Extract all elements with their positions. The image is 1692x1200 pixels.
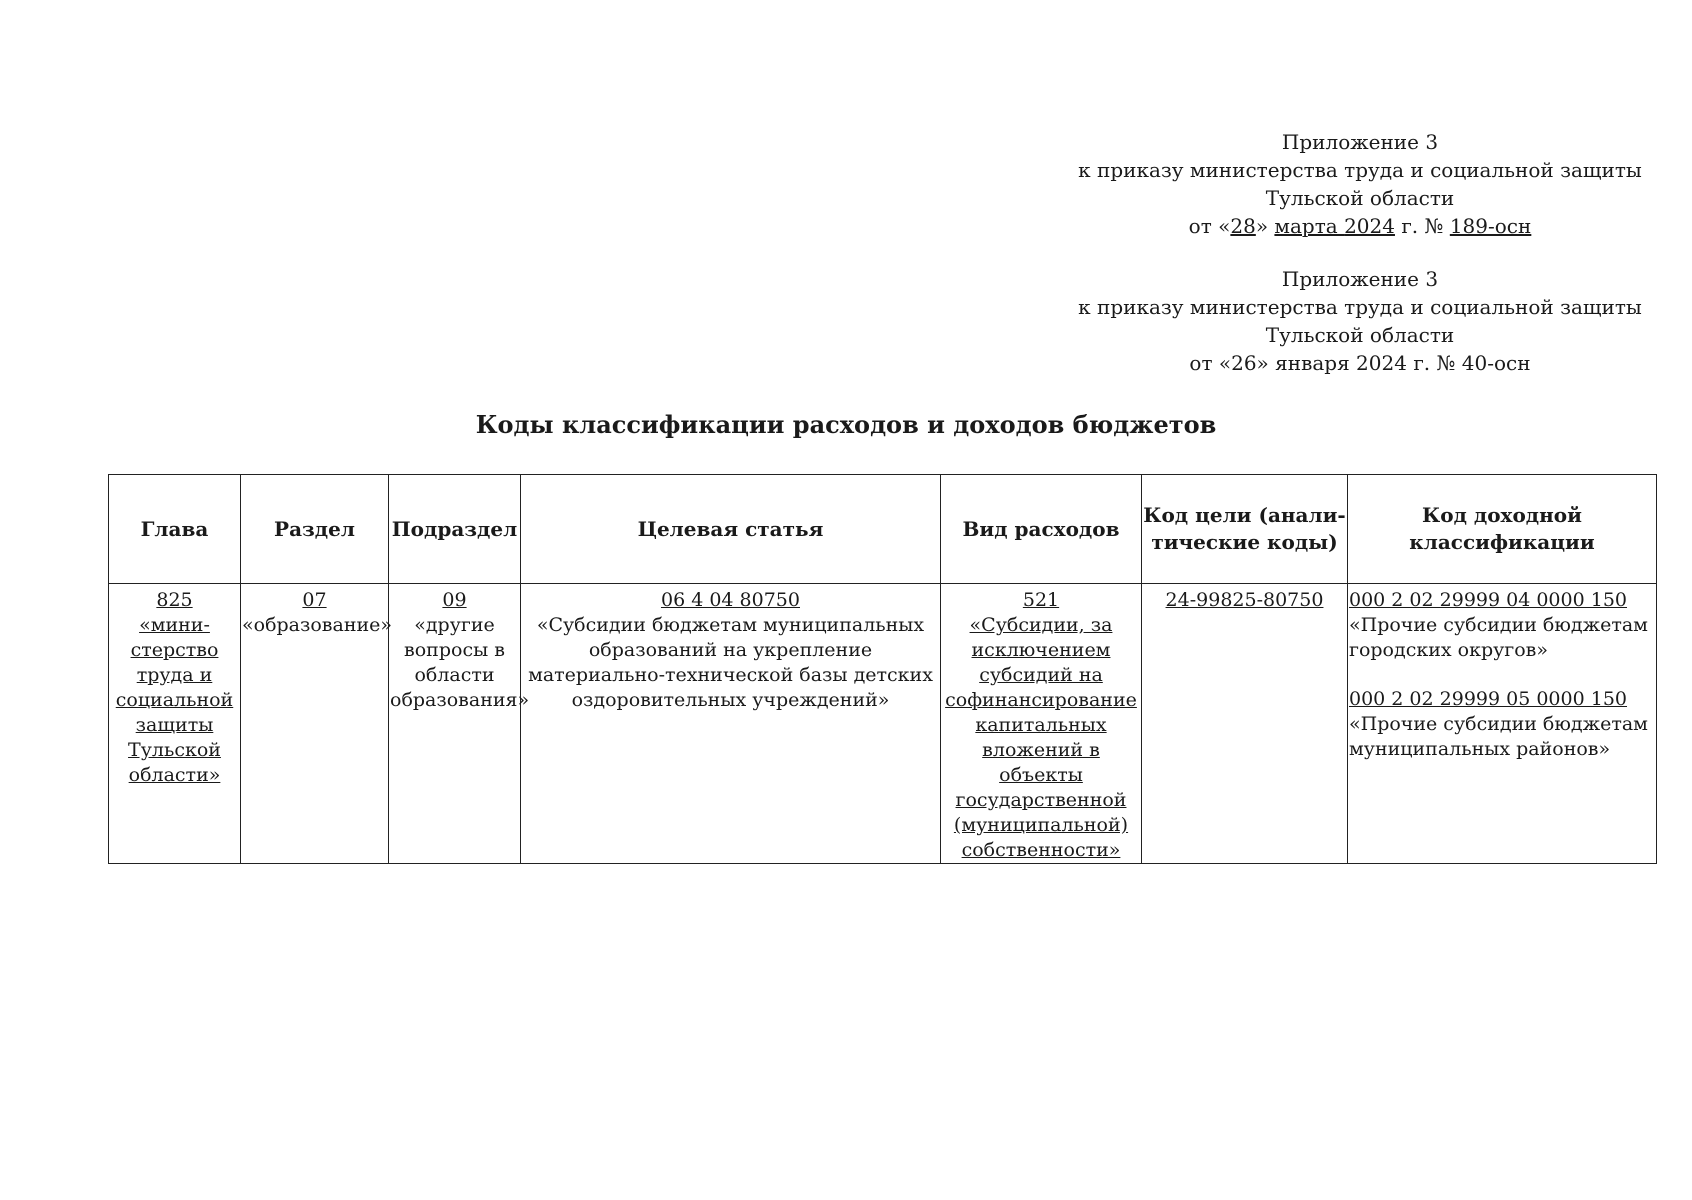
header-kod-dohodnoy-klassifikacii: Код доходной классификации	[1348, 475, 1657, 584]
cell-kod-celi	[1142, 584, 1348, 864]
day-suffix: »	[1255, 214, 1275, 238]
appendix-region-line: Тульской области	[1265, 186, 1455, 210]
glava-name: «мини-стерство труда и социальной защиты Тульской области»	[115, 614, 234, 786]
dohod-name-1: «Прочие субсидии бюджетам городских округов»	[1349, 614, 1648, 661]
appendix-title: Приложение 3	[1281, 267, 1439, 291]
dohod-name-2: «Прочие субсидии бюджетам муниципальных районов»	[1349, 713, 1648, 760]
kod-celi-value: 24-99825-80750	[1165, 589, 1324, 611]
table-header-row	[109, 475, 1657, 584]
statya-name: «Субсидии бюджетам муниципальных образований на укрепление материально-технической базы детских оздоровительных учреждений»	[528, 614, 933, 711]
statya-code: 06 4 04 80750	[660, 589, 800, 611]
dohod-code-1: 000 2 02 29999 04 0000 150	[1349, 589, 1628, 611]
header-vid-rashodov: Вид расходов	[941, 475, 1142, 584]
order-month: марта	[1274, 214, 1345, 238]
header-glava: Глава	[109, 475, 241, 584]
dohod-code-2: 000 2 02 29999 05 0000 150	[1349, 688, 1628, 710]
header-kod-celi: Код цели (анали-тические коды)	[1142, 475, 1348, 584]
appendix-title: Приложение 3	[1281, 130, 1439, 154]
number-prefix: г. №	[1394, 214, 1450, 238]
appendix-region-line: Тульской области	[1265, 323, 1455, 347]
cell-glava	[109, 584, 241, 864]
podrazdel-code: 09	[442, 589, 467, 611]
order-year: 2024	[1344, 214, 1395, 238]
cell-celevaya-statya	[521, 584, 941, 864]
order-number: 189-осн	[1449, 214, 1532, 238]
appendix-order-line: к приказу министерства труда и социальной защиты	[1078, 295, 1642, 319]
cell-vid-rashodov	[941, 584, 1142, 864]
header-podrazdel: Подраздел	[389, 475, 521, 584]
cell-razdel	[241, 584, 393, 864]
podrazdel-name: «другие вопросы в области образования»	[390, 614, 530, 711]
header-razdel: Раздел	[241, 475, 389, 584]
dohod-spacer	[1349, 663, 1655, 687]
appendix-date-line	[1050, 212, 1670, 240]
classification-codes-table	[108, 474, 1657, 864]
razdel-name: «образование»	[242, 614, 393, 636]
header-celevaya-statya: Целевая статья	[521, 475, 941, 584]
appendix-header-previous	[1050, 265, 1670, 377]
cell-podrazdel	[389, 584, 530, 864]
table-row	[109, 584, 1657, 864]
date-prefix: от «	[1188, 214, 1231, 238]
vid-code: 521	[1022, 589, 1060, 611]
document-title: Коды классификации расходов и доходов бюджетов	[475, 410, 1217, 439]
razdel-code: 07	[302, 589, 327, 611]
appendix-order-line: к приказу министерства труда и социальной защиты	[1078, 158, 1642, 182]
appendix-header-current	[1050, 128, 1670, 240]
cell-kod-dohodnoy-klassifikacii	[1348, 584, 1657, 864]
order-day: 28	[1230, 214, 1256, 238]
glava-code: 825	[156, 589, 193, 611]
vid-name: «Субсидии, за исключением субсидий на софинансирование капитальных вложений в объекты государственной (муниципальной) собственности»	[945, 614, 1137, 861]
appendix-date-line: от «26» января 2024 г. № 40-осн	[1189, 351, 1531, 375]
